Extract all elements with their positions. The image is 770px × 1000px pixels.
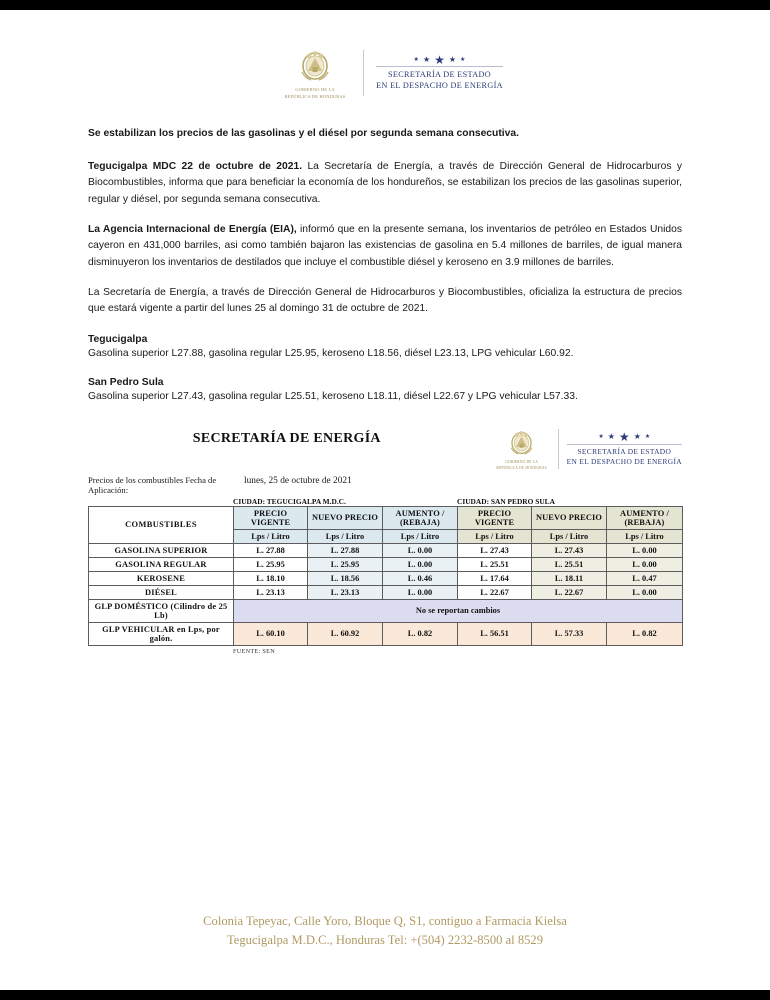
table-letterhead-divider [558,429,559,469]
table-source-note: FUENTE: SEN [233,647,275,655]
cell-sps-aumento-diesel: L. 0.00 [607,585,683,599]
application-date-row [88,475,682,495]
cell-sps-aumento-gasolina-regular: L. 0.00 [607,557,683,571]
paragraph-1-lead: Tegucigalpa MDC 22 de octubre de 2021. [88,160,303,172]
tegucigalpa-prices-text: Gasolina superior L27.88, gasolina regular L25.95, keroseno L18.56, diésel L23.13, LPG vehicular L60.92. [88,347,574,359]
table-letterhead-mark [486,427,682,471]
sanpedrosula-subheading: San Pedro Sula [88,376,164,388]
header-sps-aumento-rebaja: AUMENTO / (REBAJA) [607,506,683,529]
paragraph-eia [88,222,682,272]
cell-sps-aumento-kerosene: L. 0.47 [607,571,683,585]
row-label-glp-domestico: GLP DOMÉSTICO (Cilindro de 25 Lb) [89,599,234,622]
footer-address-line2: Tegucigalpa M.D.C., Honduras Tel: +(504) 2232-8500 al 8529 [226,933,544,948]
footer-address-line1: Colonia Tepeyac, Calle Yoro, Bloque Q, S1, contiguo a Farmacia Kielsa [203,914,567,929]
table-letterhead-rule [567,444,682,445]
cell-sps-vigente-gasolina-superior: L. 27.43 [458,543,532,557]
cell-sps-aumento-glp-vehicular: L. 0.82 [607,622,683,645]
cell-teg-vigente-gasolina-superior: L. 27.88 [234,543,308,557]
table-secretaria-line1: SECRETARÍA DE ESTADO [577,446,672,456]
secretaria-line1: SECRETARÍA DE ESTADO [387,70,491,80]
header-sps-nuevo-precio: NUEVO PRECIO [532,506,607,529]
city-header-row [88,497,682,506]
table-row [89,557,683,571]
cell-teg-aumento-kerosene: L. 0.46 [383,571,458,585]
header-sps-precio-vigente: PRECIO VIGENTE [458,506,532,529]
cell-teg-nuevo-gasolina-superior: L. 27.88 [308,543,383,557]
five-stars-emblem [414,54,466,65]
unit-sps-3: Lps / Litro [607,529,683,543]
star-icon-3: ★ [434,52,445,67]
row-label-kerosene: KEROSENE [89,571,234,585]
honduras-coat-of-arms-icon-small [508,427,535,459]
cell-teg-aumento-diesel: L. 0.00 [383,585,458,599]
table-star-icon-1: ★ [598,434,604,441]
star-icon-5: ★ [460,56,466,63]
cell-glp-domestico-nochange: No se reportan cambios [234,599,683,622]
application-date-value: lunes, 25 de octubre de 2021 [244,475,352,486]
unit-sps-2: Lps / Litro [532,529,607,543]
star-icon-1: ★ [413,56,419,63]
table-star-icon-3: ★ [618,430,630,445]
fuel-price-table [88,506,683,646]
paragraph-date-intro [88,159,682,209]
press-release-body [0,126,770,405]
cell-teg-aumento-gasolina-regular: L. 0.00 [383,557,458,571]
headline: Se estabilizan los precios de las gasolinas y el diésel por segunda semana consecutiva. [88,127,519,139]
table-row-glp-vehicular [89,622,683,645]
star-icon-2: ★ [422,54,431,64]
paragraph-2-text: informó que en la presente semana, los inventarios de petróleo en Estados Unidos cayeron en 431,000 barriles, asi como también bajaron las existencias de gasolina en 5.4 millones de barriles, de igual manera disminuyeron los inventarios de destilados que incluye el combustible diésel y keroseno en 3.9 millones de barriles. [88,223,682,268]
tegucigalpa-subheading: Tegucigalpa [88,333,148,345]
government-crest-block [267,46,363,100]
letterhead-divider [363,50,364,96]
table-row-glp-domestico [89,599,683,622]
row-label-glp-vehicular: GLP VEHICULAR en Lps, por galón. [89,622,234,645]
cell-sps-nuevo-gasolina-regular: L. 25.51 [532,557,607,571]
paragraph-structure: La Secretaría de Energía, a través de Dirección General de Hidrocarburos y Biocombustibles, oficializa la estructura de precios que estará vigente a partir del lunes 25 al domingo 31 de octubre de 2021. [88,286,682,315]
table-crest-caption-line1: GOBIERNO DE LA [505,460,538,465]
table-secretaria-block [567,432,682,467]
cell-sps-nuevo-glp-vehicular: L. 57.33 [532,622,607,645]
table-star-icon-5: ★ [644,434,651,441]
unit-teg-3: Lps / Litro [383,529,458,543]
city-label-sanpedrosula: CIUDAD: SAN PEDRO SULA [457,496,555,506]
cell-sps-vigente-kerosene: L. 17.64 [458,571,532,585]
crest-caption-line2: REPÚBLICA DE HONDURAS [284,93,346,99]
table-row [89,571,683,585]
header-combustibles: COMBUSTIBLES [89,506,234,543]
table-crest-block [486,427,558,471]
letterhead-rule [376,66,503,67]
cell-sps-vigente-glp-vehicular: L. 56.51 [458,622,532,645]
table-star-icon-4: ★ [633,432,641,442]
cell-sps-nuevo-diesel: L. 22.67 [532,585,607,599]
star-icon-4: ★ [448,54,457,64]
header-teg-aumento-rebaja: AUMENTO / (REBAJA) [383,506,458,529]
cell-teg-nuevo-diesel: L. 23.13 [308,585,383,599]
table-crest-caption-line2: REPÚBLICA DE HONDURAS [496,466,547,471]
table-secretaria-line2: EN EL DESPACHO DE ENERGÍA [566,456,682,466]
unit-teg-2: Lps / Litro [308,529,383,543]
row-label-diesel: DIÉSEL [89,585,234,599]
cell-teg-vigente-gasolina-regular: L. 25.95 [234,557,308,571]
cell-teg-aumento-gasolina-superior: L. 0.00 [383,543,458,557]
document-page [0,10,770,990]
sanpedrosula-prices-text: Gasolina superior L27.43, gasolina regular L25.51, keroseno L18.11, diésel L22.67 y LPG vehicular L57.33. [88,390,578,402]
city-label-tegucigalpa: CIUDAD: TEGUCIGALPA M.D.C. [233,496,346,506]
secretaria-line2: EN EL DESPACHO DE ENERGÍA [376,81,503,91]
cell-sps-vigente-diesel: L. 22.67 [458,585,532,599]
table-row [89,585,683,599]
paragraph-2-lead: La Agencia Internacional de Energía (EIA), [88,223,297,235]
application-date-label: Precios de los combustibles Fecha de Aplicación: [88,474,217,495]
unit-teg-1: Lps / Litro [234,529,308,543]
cell-sps-vigente-gasolina-regular: L. 25.51 [458,557,532,571]
price-table-section [0,427,770,655]
city-row-spacer [88,497,233,506]
document-footer [0,912,770,950]
cell-teg-nuevo-glp-vehicular: L. 60.92 [308,622,383,645]
table-title: SECRETARÍA DE ENERGÍA [192,431,381,447]
cell-sps-aumento-gasolina-superior: L. 0.00 [607,543,683,557]
cell-teg-aumento-glp-vehicular: L. 0.82 [383,622,458,645]
header-teg-nuevo-precio: NUEVO PRECIO [308,506,383,529]
secretaria-estado-block [376,54,503,91]
crest-caption-line1: GOBIERNO DE LA [295,87,335,92]
honduras-coat-of-arms-icon [298,46,332,86]
cell-teg-nuevo-gasolina-regular: L. 25.95 [308,557,383,571]
row-label-gasolina-regular: GASOLINA REGULAR [89,557,234,571]
paragraph-1-text: La Secretaría de Energía, a través de Dirección General de Hidrocarburos y Biocombustibles, informa que para beneficiar la economía de los hondureños, se estabilizan los precios de las gasolinas superior, regular y diésel, por segunda semana consecutiva. [88,160,682,205]
table-row [89,543,683,557]
table-letterhead [88,427,682,471]
table-five-stars-emblem [598,432,650,443]
table-star-icon-2: ★ [607,432,615,442]
cell-sps-nuevo-gasolina-superior: L. 27.43 [532,543,607,557]
unit-sps-1: Lps / Litro [458,529,532,543]
cell-teg-vigente-diesel: L. 23.13 [234,585,308,599]
row-label-gasolina-superior: GASOLINA SUPERIOR [89,543,234,557]
cell-sps-nuevo-kerosene: L. 18.11 [532,571,607,585]
cell-teg-vigente-kerosene: L. 18.10 [234,571,308,585]
cell-teg-vigente-glp-vehicular: L. 60.10 [234,622,308,645]
table-header-row [89,506,683,529]
letterhead [0,10,770,100]
header-teg-precio-vigente: PRECIO VIGENTE [234,506,308,529]
cell-teg-nuevo-kerosene: L. 18.56 [308,571,383,585]
